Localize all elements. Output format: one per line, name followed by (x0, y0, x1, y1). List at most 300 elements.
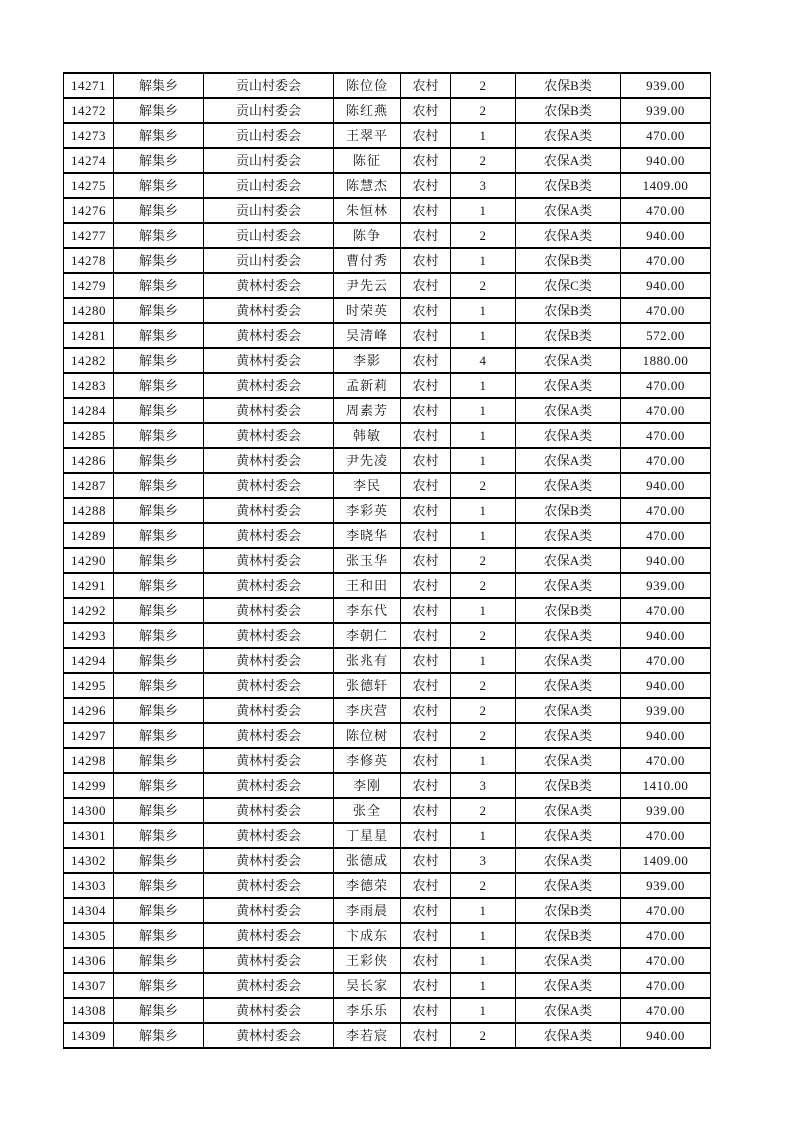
cell-amount: 940.00 (621, 623, 711, 648)
cell-category: 农保A类 (516, 873, 621, 898)
cell-residence: 农村 (401, 698, 451, 723)
cell-township: 解集乡 (114, 248, 204, 273)
table-row (64, 198, 711, 223)
cell-count: 2 (451, 473, 516, 498)
cell-id: 14271 (64, 73, 114, 98)
cell-id: 14298 (64, 748, 114, 773)
cell-id: 14303 (64, 873, 114, 898)
cell-count: 2 (451, 73, 516, 98)
cell-village: 贡山村委会 (204, 148, 334, 173)
cell-village: 黄林村委会 (204, 373, 334, 398)
cell-village: 贡山村委会 (204, 223, 334, 248)
cell-township: 解集乡 (114, 773, 204, 798)
cell-count: 2 (451, 673, 516, 698)
cell-category: 农保B类 (516, 98, 621, 123)
cell-residence: 农村 (401, 373, 451, 398)
table-row (64, 773, 711, 798)
cell-count: 1 (451, 373, 516, 398)
cell-amount: 940.00 (621, 148, 711, 173)
cell-name: 时荣英 (334, 298, 401, 323)
cell-name: 韩敏 (334, 423, 401, 448)
cell-count: 1 (451, 898, 516, 923)
cell-name: 李彩英 (334, 498, 401, 523)
cell-amount: 1410.00 (621, 773, 711, 798)
table-row (64, 623, 711, 648)
cell-amount: 470.00 (621, 948, 711, 973)
table-row (64, 1023, 711, 1048)
cell-name: 李庆营 (334, 698, 401, 723)
cell-village: 黄林村委会 (204, 673, 334, 698)
cell-name: 吴清峰 (334, 323, 401, 348)
cell-id: 14290 (64, 548, 114, 573)
cell-name: 王翠平 (334, 123, 401, 148)
cell-count: 1 (451, 648, 516, 673)
cell-category: 农保A类 (516, 473, 621, 498)
cell-residence: 农村 (401, 423, 451, 448)
cell-id: 14284 (64, 398, 114, 423)
cell-amount: 470.00 (621, 123, 711, 148)
cell-township: 解集乡 (114, 798, 204, 823)
table-row (64, 798, 711, 823)
cell-village: 黄林村委会 (204, 598, 334, 623)
cell-category: 农保A类 (516, 398, 621, 423)
cell-count: 2 (451, 273, 516, 298)
cell-category: 农保C类 (516, 273, 621, 298)
cell-count: 2 (451, 148, 516, 173)
cell-township: 解集乡 (114, 573, 204, 598)
table-row (64, 223, 711, 248)
cell-id: 14278 (64, 248, 114, 273)
cell-township: 解集乡 (114, 323, 204, 348)
cell-name: 陈慧杰 (334, 173, 401, 198)
cell-count: 1 (451, 448, 516, 473)
cell-name: 张玉华 (334, 548, 401, 573)
cell-count: 1 (451, 423, 516, 448)
cell-village: 黄林村委会 (204, 548, 334, 573)
cell-category: 农保A类 (516, 123, 621, 148)
cell-village: 黄林村委会 (204, 823, 334, 848)
cell-id: 14282 (64, 348, 114, 373)
cell-name: 陈征 (334, 148, 401, 173)
cell-name: 李乐乐 (334, 998, 401, 1023)
cell-count: 2 (451, 723, 516, 748)
cell-village: 黄林村委会 (204, 623, 334, 648)
cell-residence: 农村 (401, 673, 451, 698)
cell-village: 黄林村委会 (204, 848, 334, 873)
cell-residence: 农村 (401, 498, 451, 523)
cell-village: 黄林村委会 (204, 273, 334, 298)
cell-residence: 农村 (401, 898, 451, 923)
table-row (64, 823, 711, 848)
cell-village: 黄林村委会 (204, 923, 334, 948)
cell-residence: 农村 (401, 173, 451, 198)
cell-name: 尹先云 (334, 273, 401, 298)
cell-count: 1 (451, 123, 516, 148)
cell-village: 黄林村委会 (204, 498, 334, 523)
cell-category: 农保A类 (516, 523, 621, 548)
cell-count: 2 (451, 223, 516, 248)
cell-village: 贡山村委会 (204, 73, 334, 98)
cell-amount: 940.00 (621, 1023, 711, 1048)
cell-category: 农保A类 (516, 848, 621, 873)
table-row (64, 373, 711, 398)
cell-residence: 农村 (401, 873, 451, 898)
cell-village: 黄林村委会 (204, 423, 334, 448)
cell-name: 李若宸 (334, 1023, 401, 1048)
cell-township: 解集乡 (114, 848, 204, 873)
cell-name: 王彩侠 (334, 948, 401, 973)
cell-amount: 470.00 (621, 748, 711, 773)
cell-residence: 农村 (401, 848, 451, 873)
table-row (64, 73, 711, 98)
cell-id: 14292 (64, 598, 114, 623)
cell-count: 2 (451, 623, 516, 648)
table-row (64, 448, 711, 473)
cell-category: 农保B类 (516, 323, 621, 348)
cell-count: 1 (451, 498, 516, 523)
cell-residence: 农村 (401, 823, 451, 848)
cell-count: 1 (451, 198, 516, 223)
cell-count: 1 (451, 298, 516, 323)
cell-name: 周素芳 (334, 398, 401, 423)
cell-village: 黄林村委会 (204, 948, 334, 973)
cell-amount: 939.00 (621, 698, 711, 723)
cell-id: 14295 (64, 673, 114, 698)
cell-count: 2 (451, 98, 516, 123)
cell-count: 2 (451, 698, 516, 723)
cell-residence: 农村 (401, 473, 451, 498)
cell-township: 解集乡 (114, 898, 204, 923)
cell-category: 农保A类 (516, 673, 621, 698)
cell-residence: 农村 (401, 948, 451, 973)
cell-category: 农保A类 (516, 648, 621, 673)
table-row (64, 873, 711, 898)
cell-amount: 470.00 (621, 398, 711, 423)
cell-residence: 农村 (401, 923, 451, 948)
cell-residence: 农村 (401, 598, 451, 623)
cell-id: 14279 (64, 273, 114, 298)
cell-count: 2 (451, 873, 516, 898)
cell-residence: 农村 (401, 348, 451, 373)
cell-amount: 939.00 (621, 98, 711, 123)
table-body (64, 73, 711, 1048)
cell-residence: 农村 (401, 323, 451, 348)
cell-residence: 农村 (401, 198, 451, 223)
cell-village: 黄林村委会 (204, 873, 334, 898)
cell-count: 2 (451, 548, 516, 573)
cell-id: 14283 (64, 373, 114, 398)
table-row (64, 398, 711, 423)
pension-roster-table (63, 72, 711, 1049)
cell-amount: 470.00 (621, 298, 711, 323)
table-row (64, 748, 711, 773)
cell-id: 14280 (64, 298, 114, 323)
cell-township: 解集乡 (114, 198, 204, 223)
cell-category: 农保A类 (516, 623, 621, 648)
cell-category: 农保B类 (516, 498, 621, 523)
table-row (64, 923, 711, 948)
cell-name: 张德轩 (334, 673, 401, 698)
cell-id: 14291 (64, 573, 114, 598)
table-row (64, 648, 711, 673)
cell-id: 14277 (64, 223, 114, 248)
cell-id: 14306 (64, 948, 114, 973)
table-row (64, 973, 711, 998)
cell-township: 解集乡 (114, 423, 204, 448)
cell-id: 14293 (64, 623, 114, 648)
cell-id: 14301 (64, 823, 114, 848)
cell-id: 14288 (64, 498, 114, 523)
cell-category: 农保A类 (516, 148, 621, 173)
cell-village: 黄林村委会 (204, 748, 334, 773)
cell-name: 李东代 (334, 598, 401, 623)
cell-amount: 470.00 (621, 648, 711, 673)
cell-name: 李德荣 (334, 873, 401, 898)
table-row (64, 573, 711, 598)
cell-village: 黄林村委会 (204, 298, 334, 323)
cell-name: 陈争 (334, 223, 401, 248)
cell-amount: 470.00 (621, 448, 711, 473)
cell-residence: 农村 (401, 148, 451, 173)
cell-count: 1 (451, 998, 516, 1023)
cell-township: 解集乡 (114, 123, 204, 148)
cell-id: 14296 (64, 698, 114, 723)
cell-residence: 农村 (401, 223, 451, 248)
cell-residence: 农村 (401, 448, 451, 473)
cell-name: 李民 (334, 473, 401, 498)
cell-village: 贡山村委会 (204, 248, 334, 273)
cell-amount: 470.00 (621, 598, 711, 623)
cell-village: 贡山村委会 (204, 123, 334, 148)
cell-township: 解集乡 (114, 398, 204, 423)
cell-name: 李修英 (334, 748, 401, 773)
cell-name: 朱恒林 (334, 198, 401, 223)
cell-township: 解集乡 (114, 73, 204, 98)
cell-township: 解集乡 (114, 448, 204, 473)
cell-amount: 470.00 (621, 898, 711, 923)
cell-township: 解集乡 (114, 948, 204, 973)
cell-residence: 农村 (401, 648, 451, 673)
cell-count: 3 (451, 773, 516, 798)
cell-name: 李雨晨 (334, 898, 401, 923)
cell-id: 14297 (64, 723, 114, 748)
cell-name: 陈红燕 (334, 98, 401, 123)
cell-village: 贡山村委会 (204, 173, 334, 198)
cell-category: 农保A类 (516, 548, 621, 573)
cell-category: 农保A类 (516, 948, 621, 973)
table-row (64, 348, 711, 373)
cell-name: 丁星星 (334, 823, 401, 848)
cell-name: 李刚 (334, 773, 401, 798)
cell-count: 2 (451, 1023, 516, 1048)
cell-village: 黄林村委会 (204, 798, 334, 823)
cell-township: 解集乡 (114, 148, 204, 173)
cell-id: 14308 (64, 998, 114, 1023)
cell-category: 农保A类 (516, 448, 621, 473)
cell-amount: 1880.00 (621, 348, 711, 373)
table-row (64, 323, 711, 348)
cell-amount: 470.00 (621, 923, 711, 948)
cell-count: 1 (451, 823, 516, 848)
cell-name: 孟新莉 (334, 373, 401, 398)
cell-name: 卞成东 (334, 923, 401, 948)
cell-residence: 农村 (401, 723, 451, 748)
cell-count: 1 (451, 248, 516, 273)
cell-category: 农保A类 (516, 373, 621, 398)
cell-township: 解集乡 (114, 473, 204, 498)
cell-residence: 农村 (401, 623, 451, 648)
cell-amount: 939.00 (621, 573, 711, 598)
table-row (64, 548, 711, 573)
cell-amount: 470.00 (621, 373, 711, 398)
cell-township: 解集乡 (114, 923, 204, 948)
cell-amount: 572.00 (621, 323, 711, 348)
cell-category: 农保A类 (516, 798, 621, 823)
cell-amount: 470.00 (621, 248, 711, 273)
cell-village: 黄林村委会 (204, 573, 334, 598)
cell-id: 14272 (64, 98, 114, 123)
cell-category: 农保A类 (516, 723, 621, 748)
cell-id: 14289 (64, 523, 114, 548)
cell-count: 1 (451, 323, 516, 348)
cell-residence: 农村 (401, 748, 451, 773)
cell-amount: 1409.00 (621, 173, 711, 198)
cell-count: 3 (451, 173, 516, 198)
table-row (64, 998, 711, 1023)
table-row (64, 898, 711, 923)
cell-amount: 470.00 (621, 523, 711, 548)
cell-id: 14287 (64, 473, 114, 498)
cell-count: 3 (451, 848, 516, 873)
cell-village: 贡山村委会 (204, 98, 334, 123)
cell-count: 1 (451, 748, 516, 773)
cell-village: 贡山村委会 (204, 198, 334, 223)
cell-category: 农保A类 (516, 973, 621, 998)
cell-id: 14281 (64, 323, 114, 348)
cell-township: 解集乡 (114, 598, 204, 623)
table-row (64, 423, 711, 448)
cell-township: 解集乡 (114, 723, 204, 748)
cell-name: 李朝仁 (334, 623, 401, 648)
cell-amount: 470.00 (621, 423, 711, 448)
cell-township: 解集乡 (114, 548, 204, 573)
table-row (64, 498, 711, 523)
table-row (64, 523, 711, 548)
table-row (64, 473, 711, 498)
cell-township: 解集乡 (114, 273, 204, 298)
cell-category: 农保B类 (516, 598, 621, 623)
cell-category: 农保A类 (516, 698, 621, 723)
cell-township: 解集乡 (114, 173, 204, 198)
cell-amount: 470.00 (621, 973, 711, 998)
cell-residence: 农村 (401, 1023, 451, 1048)
cell-id: 14300 (64, 798, 114, 823)
cell-township: 解集乡 (114, 648, 204, 673)
cell-residence: 农村 (401, 573, 451, 598)
cell-village: 黄林村委会 (204, 773, 334, 798)
cell-name: 李晓华 (334, 523, 401, 548)
cell-id: 14294 (64, 648, 114, 673)
cell-township: 解集乡 (114, 998, 204, 1023)
cell-village: 黄林村委会 (204, 473, 334, 498)
cell-village: 黄林村委会 (204, 973, 334, 998)
cell-category: 农保A类 (516, 423, 621, 448)
cell-count: 1 (451, 398, 516, 423)
cell-id: 14305 (64, 923, 114, 948)
cell-id: 14304 (64, 898, 114, 923)
cell-residence: 农村 (401, 798, 451, 823)
cell-name: 张全 (334, 798, 401, 823)
cell-village: 黄林村委会 (204, 448, 334, 473)
cell-id: 14275 (64, 173, 114, 198)
table-row (64, 598, 711, 623)
cell-count: 1 (451, 523, 516, 548)
cell-name: 张德成 (334, 848, 401, 873)
cell-id: 14307 (64, 973, 114, 998)
cell-township: 解集乡 (114, 623, 204, 648)
cell-township: 解集乡 (114, 973, 204, 998)
cell-id: 14274 (64, 148, 114, 173)
cell-category: 农保A类 (516, 998, 621, 1023)
cell-township: 解集乡 (114, 298, 204, 323)
cell-residence: 农村 (401, 398, 451, 423)
cell-id: 14302 (64, 848, 114, 873)
cell-residence: 农村 (401, 773, 451, 798)
cell-village: 黄林村委会 (204, 723, 334, 748)
cell-amount: 940.00 (621, 723, 711, 748)
cell-amount: 940.00 (621, 223, 711, 248)
cell-id: 14273 (64, 123, 114, 148)
cell-category: 农保B类 (516, 73, 621, 98)
cell-name: 张兆有 (334, 648, 401, 673)
cell-village: 黄林村委会 (204, 1023, 334, 1048)
cell-category: 农保B类 (516, 923, 621, 948)
cell-name: 吴长家 (334, 973, 401, 998)
cell-amount: 940.00 (621, 273, 711, 298)
table-row (64, 123, 711, 148)
cell-category: 农保A类 (516, 573, 621, 598)
cell-count: 1 (451, 598, 516, 623)
cell-residence: 农村 (401, 248, 451, 273)
cell-township: 解集乡 (114, 1023, 204, 1048)
cell-name: 陈位俭 (334, 73, 401, 98)
cell-residence: 农村 (401, 998, 451, 1023)
cell-category: 农保B类 (516, 248, 621, 273)
cell-residence: 农村 (401, 73, 451, 98)
table-row (64, 848, 711, 873)
cell-name: 陈位树 (334, 723, 401, 748)
cell-amount: 1409.00 (621, 848, 711, 873)
cell-township: 解集乡 (114, 223, 204, 248)
cell-township: 解集乡 (114, 348, 204, 373)
cell-township: 解集乡 (114, 498, 204, 523)
cell-category: 农保B类 (516, 773, 621, 798)
cell-category: 农保B类 (516, 298, 621, 323)
cell-township: 解集乡 (114, 373, 204, 398)
cell-amount: 939.00 (621, 73, 711, 98)
cell-category: 农保A类 (516, 823, 621, 848)
cell-township: 解集乡 (114, 98, 204, 123)
cell-village: 黄林村委会 (204, 348, 334, 373)
cell-village: 黄林村委会 (204, 998, 334, 1023)
table-row (64, 98, 711, 123)
cell-name: 尹先凌 (334, 448, 401, 473)
cell-village: 黄林村委会 (204, 398, 334, 423)
cell-residence: 农村 (401, 523, 451, 548)
cell-amount: 470.00 (621, 823, 711, 848)
cell-village: 黄林村委会 (204, 323, 334, 348)
cell-category: 农保B类 (516, 173, 621, 198)
